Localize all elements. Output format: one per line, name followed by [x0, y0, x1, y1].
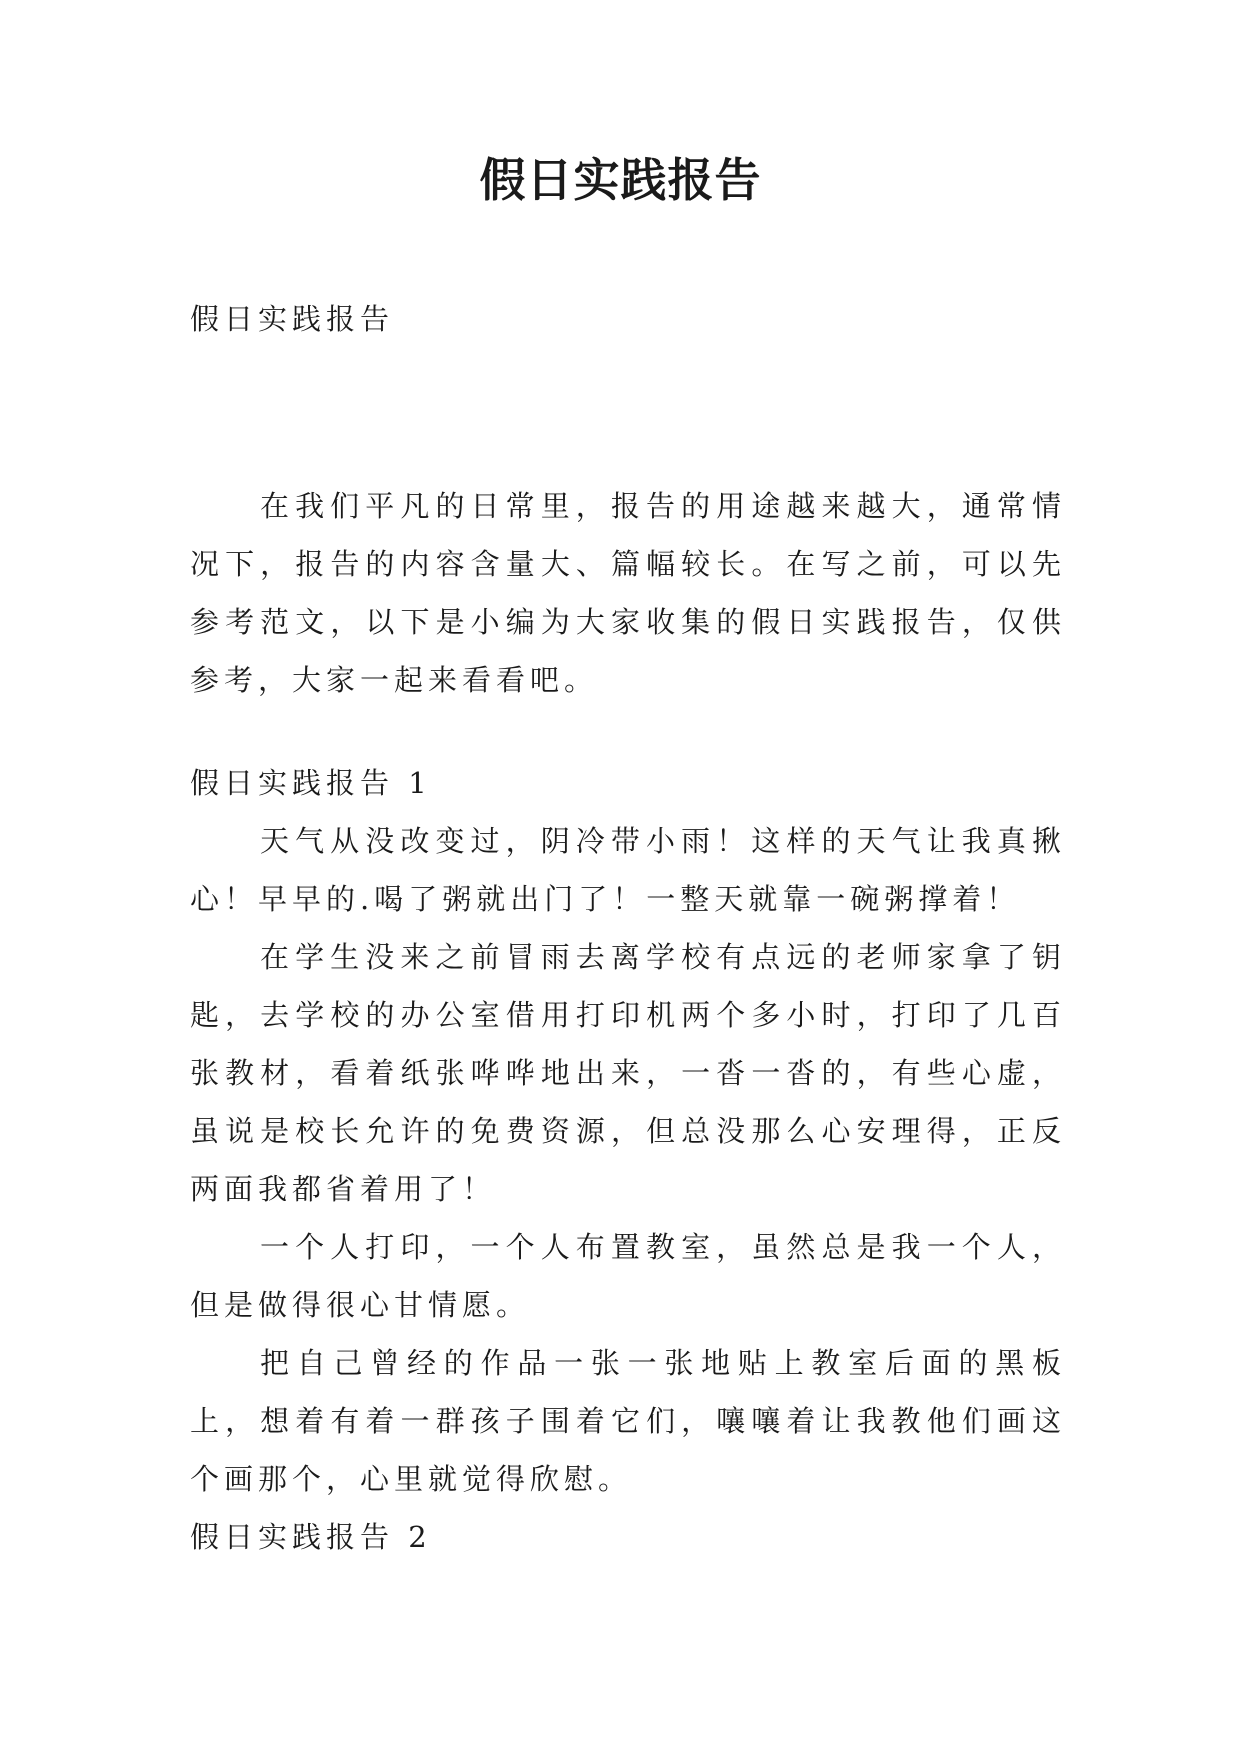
document-title: 假日实践报告 [479, 153, 762, 207]
intro-paragraph: 在我们平凡的日常里，报告的用途越来越大，通常情况下，报告的内容含量大、篇幅较长。在写之前，可以先参考范文，以下是小编为大家收集的假日实践报告，仅供参考，大家一起来看看吧。 [190, 489, 1066, 697]
document-subtitle: 假日实践报告 [190, 302, 395, 336]
section-heading-2: 假日实践报告 2 [190, 1520, 432, 1554]
document-body [190, 290, 1066, 1566]
body-paragraph: 天气从没改变过，阴冷带小雨！这样的天气让我真揪心！早早的.喝了粥就出门了！一整天就靠一碗粥撑着！ [190, 824, 1066, 916]
body-paragraph: 在学生没来之前冒雨去离学校有点远的老师家拿了钥匙，去学校的办公室借用打印机两个多小时，打印了几百张教材，看着纸张哗哗地出来，一沓一沓的，有些心虚，虽说是校长允许的免费资源，但总没那么心安理得，正反两面我都省着用了！ [190, 940, 1066, 1206]
body-paragraph: 把自己曾经的作品一张一张地贴上教室后面的黑板上，想着有着一群孩子围着它们，嚷嚷着让我教他们画这个画那个，心里就觉得欣慰。 [190, 1346, 1066, 1496]
section-heading-1: 假日实践报告 1 [190, 766, 432, 800]
body-paragraph: 一个人打印，一个人布置教室，虽然总是我一个人，但是做得很心甘情愿。 [190, 1230, 1066, 1322]
